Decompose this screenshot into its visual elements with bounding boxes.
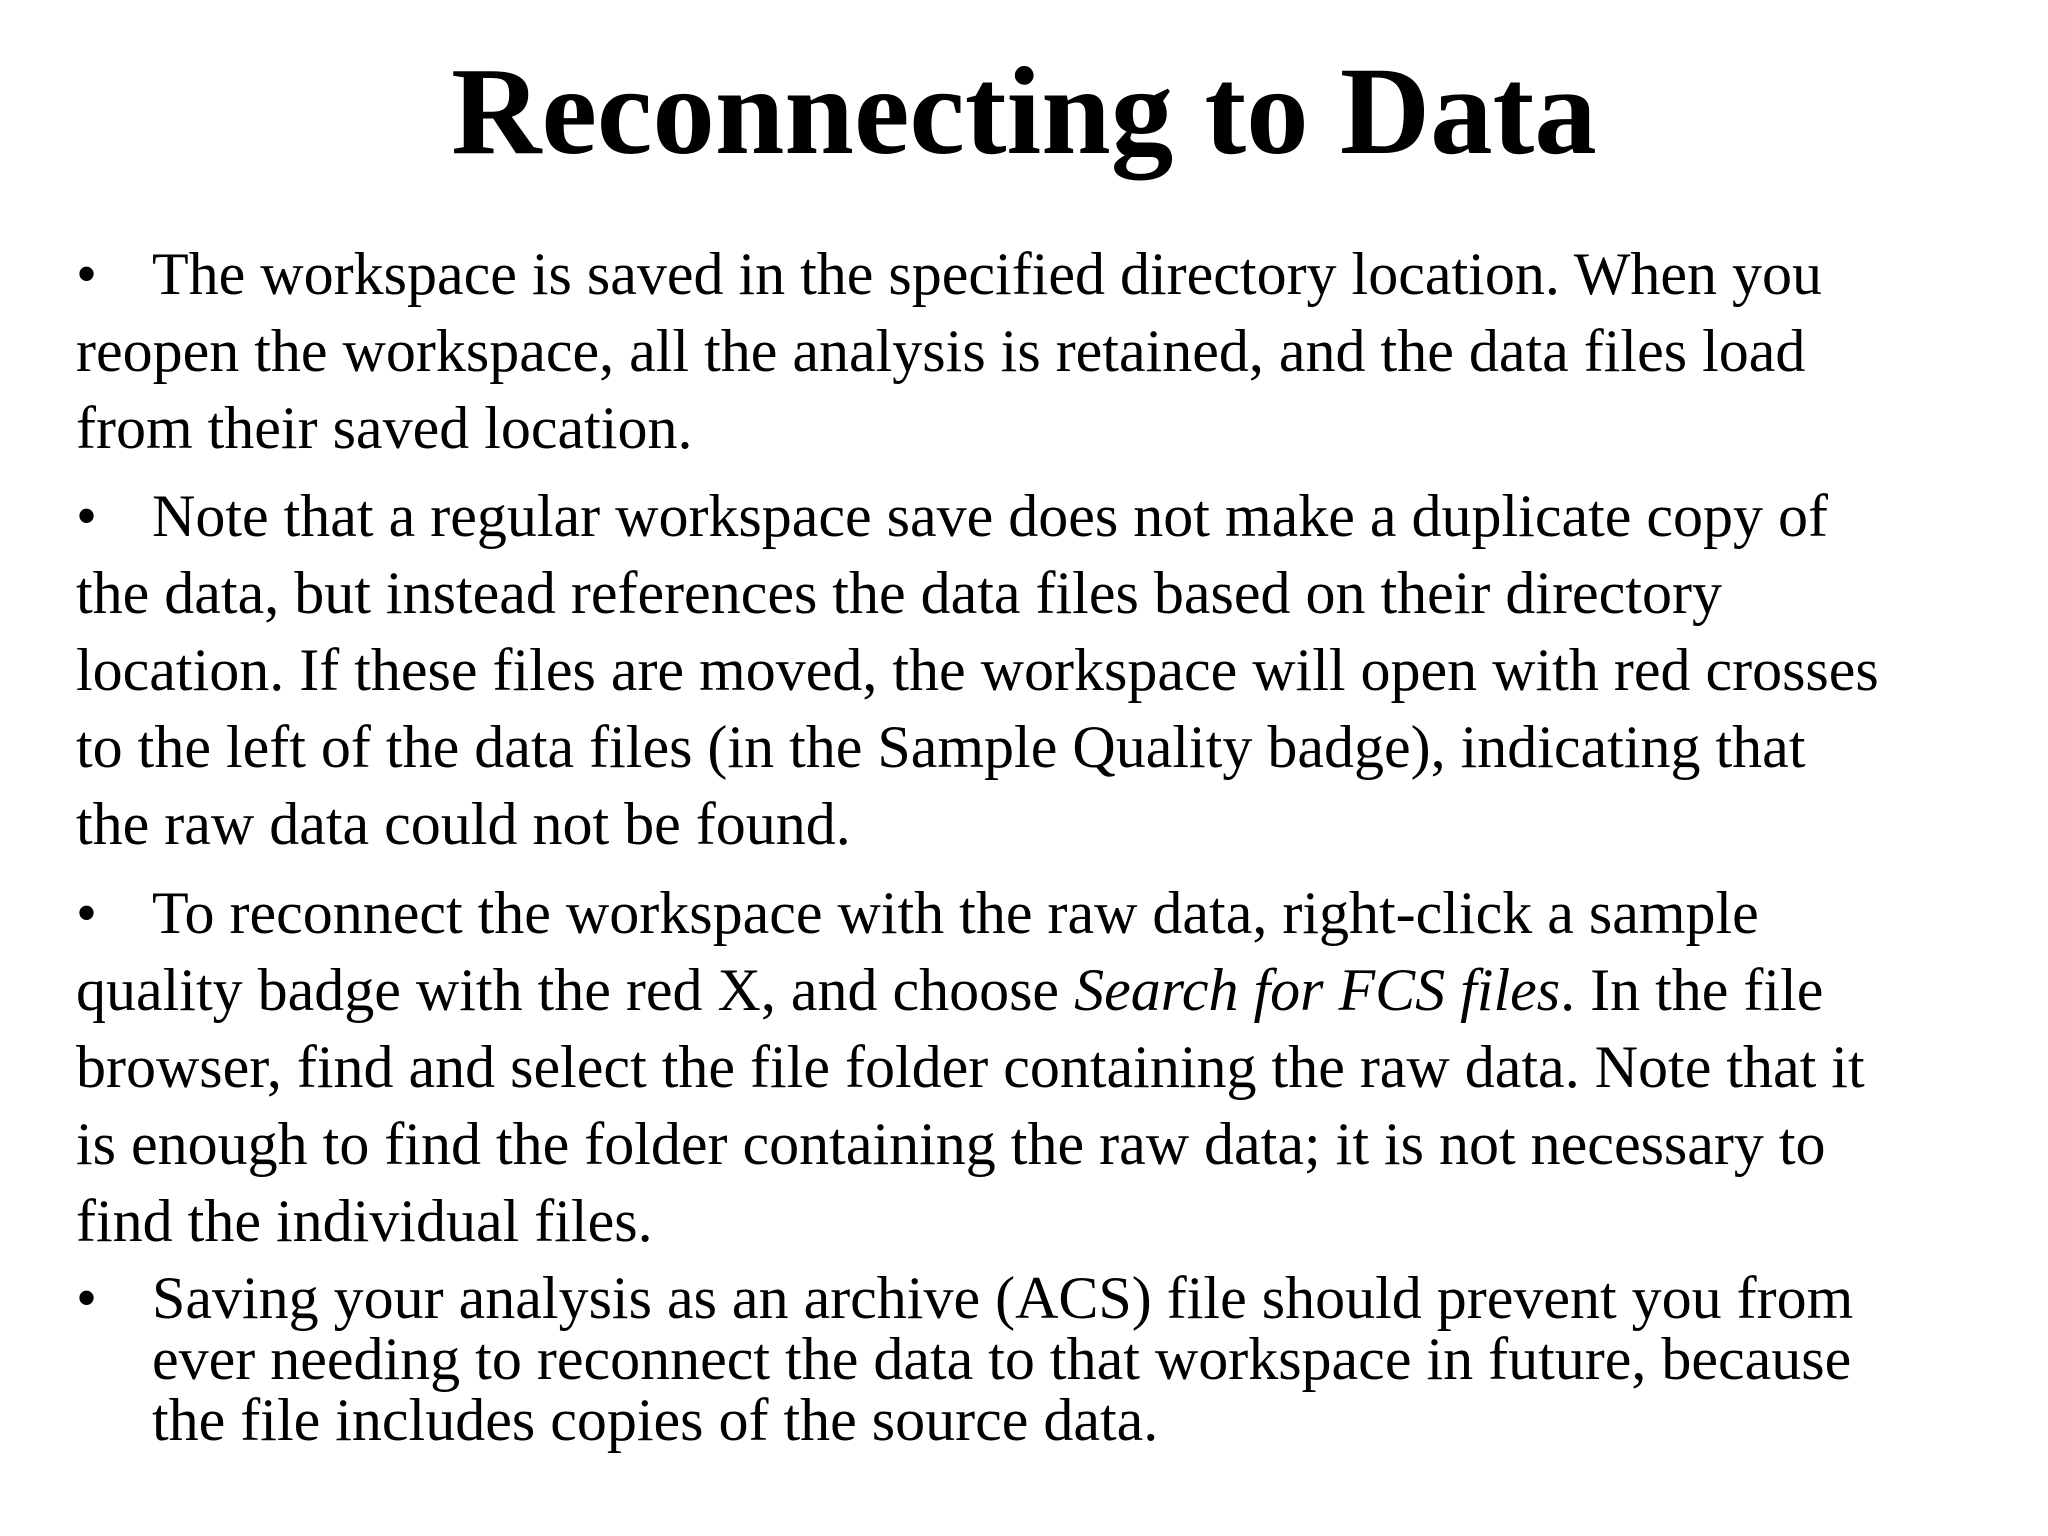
- bullet-paragraph-regular-save-note: [76, 478, 1996, 863]
- bullet-paragraph-reconnect-steps: [76, 875, 1996, 1260]
- paragraph-line: the raw data could not be found.: [76, 791, 851, 857]
- bullet-icon: •: [76, 1265, 98, 1331]
- paragraph-line: quality badge with the red X, and choose Search for FCS files. In the file: [76, 957, 1824, 1023]
- paragraph-line: • The workspace is saved in the specified directory location. When you: [76, 236, 1996, 313]
- paragraph-line: Saving your analysis as an archive (ACS) file should prevent you from: [152, 1265, 1854, 1331]
- paragraph-line: browser, find and select the file folder containing the raw data. Note that it: [76, 1034, 1865, 1100]
- paragraph-line: location. If these files are moved, the workspace will open with red crosses: [76, 637, 1879, 703]
- menu-command-search-fcs-files: Search for FCS files: [1074, 957, 1561, 1023]
- slide-title: Reconnecting to Data: [451, 43, 1597, 181]
- paragraph-line: is enough to find the folder containing the raw data; it is not necessary to: [76, 1111, 1826, 1177]
- bullet-icon: •: [76, 241, 98, 307]
- paragraph-line: find the individual files.: [76, 1188, 653, 1254]
- bullet-icon: •: [76, 880, 98, 946]
- bullet-icon: •: [76, 483, 98, 549]
- bullet-paragraph-workspace-saved: [76, 236, 1996, 467]
- paragraph-line: the data, but instead references the data files based on their directory: [76, 560, 1722, 626]
- paragraph-line: reopen the workspace, all the analysis is retained, and the data files load: [76, 318, 1806, 384]
- paragraph-line: from their saved location.: [76, 395, 693, 461]
- hanging-indent-text: [152, 1265, 1854, 1453]
- paragraph-line: ever needing to reconnect the data to that workspace in future, because: [152, 1326, 1852, 1392]
- paragraph-line: the file includes copies of the source data.: [152, 1387, 1159, 1453]
- paragraph-line: to the left of the data files (in the Sample Quality badge), indicating that: [76, 714, 1806, 780]
- paragraph-line: • To reconnect the workspace with the raw data, right-click a sample: [76, 875, 1996, 952]
- paragraph-line: • Note that a regular workspace save does not make a duplicate copy of: [76, 478, 1996, 555]
